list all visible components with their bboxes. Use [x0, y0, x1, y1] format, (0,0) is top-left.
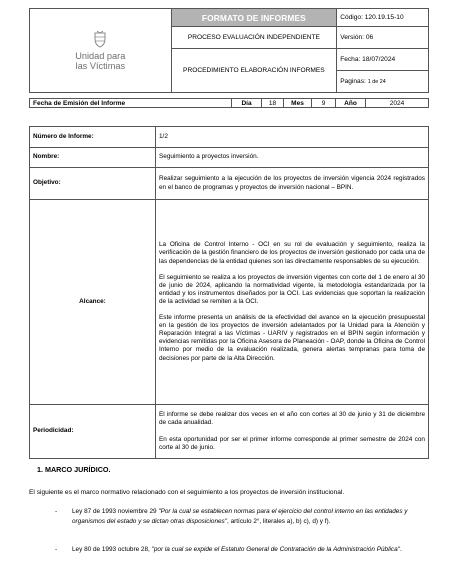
coat-of-arms-icon: [92, 30, 108, 48]
pages-value: 1 de 24: [367, 79, 386, 85]
report-objective: Realizar seguimiento a la ejecución de los proyectos de inversión vigencia 2024 registrados en el banco de programas y proyectos de inversión nacional – BPIN.: [156, 168, 429, 200]
law-text: Ley 80 de 1993 octubre 28,: [72, 546, 152, 553]
periodicity-label: Periodicidad:: [30, 405, 156, 459]
page-count: [337, 71, 429, 93]
report-number: 1/2: [156, 127, 429, 148]
periodicity-paragraph: El informe se debe realizar dos veces en el año con cortes al 30 de junio y 31 de diciembre de cada anualidad.: [159, 411, 425, 427]
document-header: [29, 8, 429, 93]
report-periodicity: [156, 405, 429, 459]
pages-label: Paginas:: [340, 78, 366, 85]
objective-label: Objetivo:: [30, 168, 156, 200]
scope-label: Alcance:: [30, 200, 156, 405]
law-text: Ley 87 de 1993 noviembre 29: [72, 508, 159, 515]
table-row: [30, 200, 429, 405]
process-name: PROCESO EVALUACIÓN INDEPENDIENTE: [171, 27, 337, 49]
document-code: Código: 120.19.15-10: [337, 9, 429, 27]
report-info-table: [29, 126, 429, 459]
law-text: , artículo 2°, literales a), b) c), d) y f).: [227, 518, 331, 525]
law-title: "Por la cual se establecen normas para el ejercicio del control interno en las entidades y organismos del estado y se dictan otras disposiciones": [72, 508, 408, 525]
document-version: Versión: 06: [337, 27, 429, 49]
table-row: [30, 127, 429, 148]
org-name-line2: las Víctimas: [75, 61, 126, 71]
law-title: "por la cual se expide el Estatuto General de Contratación de la Administración Pública": [151, 546, 400, 553]
law-text: .: [399, 546, 402, 553]
emission-label: Fecha de Emisión del Informe: [30, 99, 232, 108]
table-row: [30, 148, 429, 168]
day-value: 18: [262, 99, 284, 108]
year-value: 2024: [366, 99, 429, 108]
section-intro: El siguiente es el marco normativo relacionado con el seguimiento a los proyectos de inversión institucional.: [29, 489, 345, 496]
year-label: Año: [336, 99, 366, 108]
name-label: Nombre:: [30, 148, 156, 168]
document-date: Fecha: 18/07/2024: [337, 49, 429, 71]
procedure-name: PROCEDIMIENTO ELABORACIÓN INFORMES: [171, 49, 337, 93]
periodicity-paragraph: En esta oportunidad por ser el primer informe corresponde al primer semestre de 2024 con corte al 30 de junio.: [159, 435, 425, 451]
emission-date-row: [29, 98, 429, 108]
report-name: Seguimiento a proyectos inversión.: [156, 148, 429, 168]
scope-paragraph: El seguimiento se realiza a los proyectos de inversión vigentes con corte del 1 de enero al 30 de junio de 2024, aplicando la normatividad vigente, la metodología estandarizada por la entidad y los instrumentos diseñados por la OCI. Las evidencias que soportan la realización de la actividad se remiten a la OCI.: [159, 273, 425, 305]
table-row: [30, 168, 429, 200]
bullet-dash: -: [55, 546, 58, 553]
bullet-dash: -: [55, 508, 58, 515]
logo-cell: [30, 9, 172, 93]
section-heading: 1. MARCO JURÍDICO.: [37, 465, 111, 474]
org-name-line1: Unidad para: [75, 51, 126, 61]
month-value: 9: [312, 99, 336, 108]
table-row: [30, 405, 429, 459]
law-item: [55, 507, 424, 527]
scope-paragraph: La Oficina de Control Interno - OCI en su rol de evaluación y seguimiento, realiza la verificación de la gestión financiero de los proyectos de inversión gestionado por cada una de las dependencias de la entidad quienes son las directamente responsables de su ejecución.: [159, 241, 425, 265]
day-label: Día: [232, 99, 262, 108]
month-label: Mes: [284, 99, 312, 108]
law-item: [55, 545, 424, 555]
report-scope: [156, 200, 429, 405]
number-label: Número de Informe:: [30, 127, 156, 148]
format-title: FORMATO DE INFORMES: [171, 9, 337, 27]
scope-paragraph: Este informe presenta un análisis de la efectividad del avance en la ejecución presupuestal en la gestión de los proyectos de inversión adelantados por la Unidad para la Atención y Reparación Integral a las Víctimas - UARIV y registrados en el BPIN según información y evidencias remitidas por la Oficina Asesora de Planeación - OAP, donde la Oficina de Control Interno por medio de la evaluación realizada, genera alertas tempranas para toma de decisiones por parte de la Alta Dirección.: [159, 314, 425, 362]
